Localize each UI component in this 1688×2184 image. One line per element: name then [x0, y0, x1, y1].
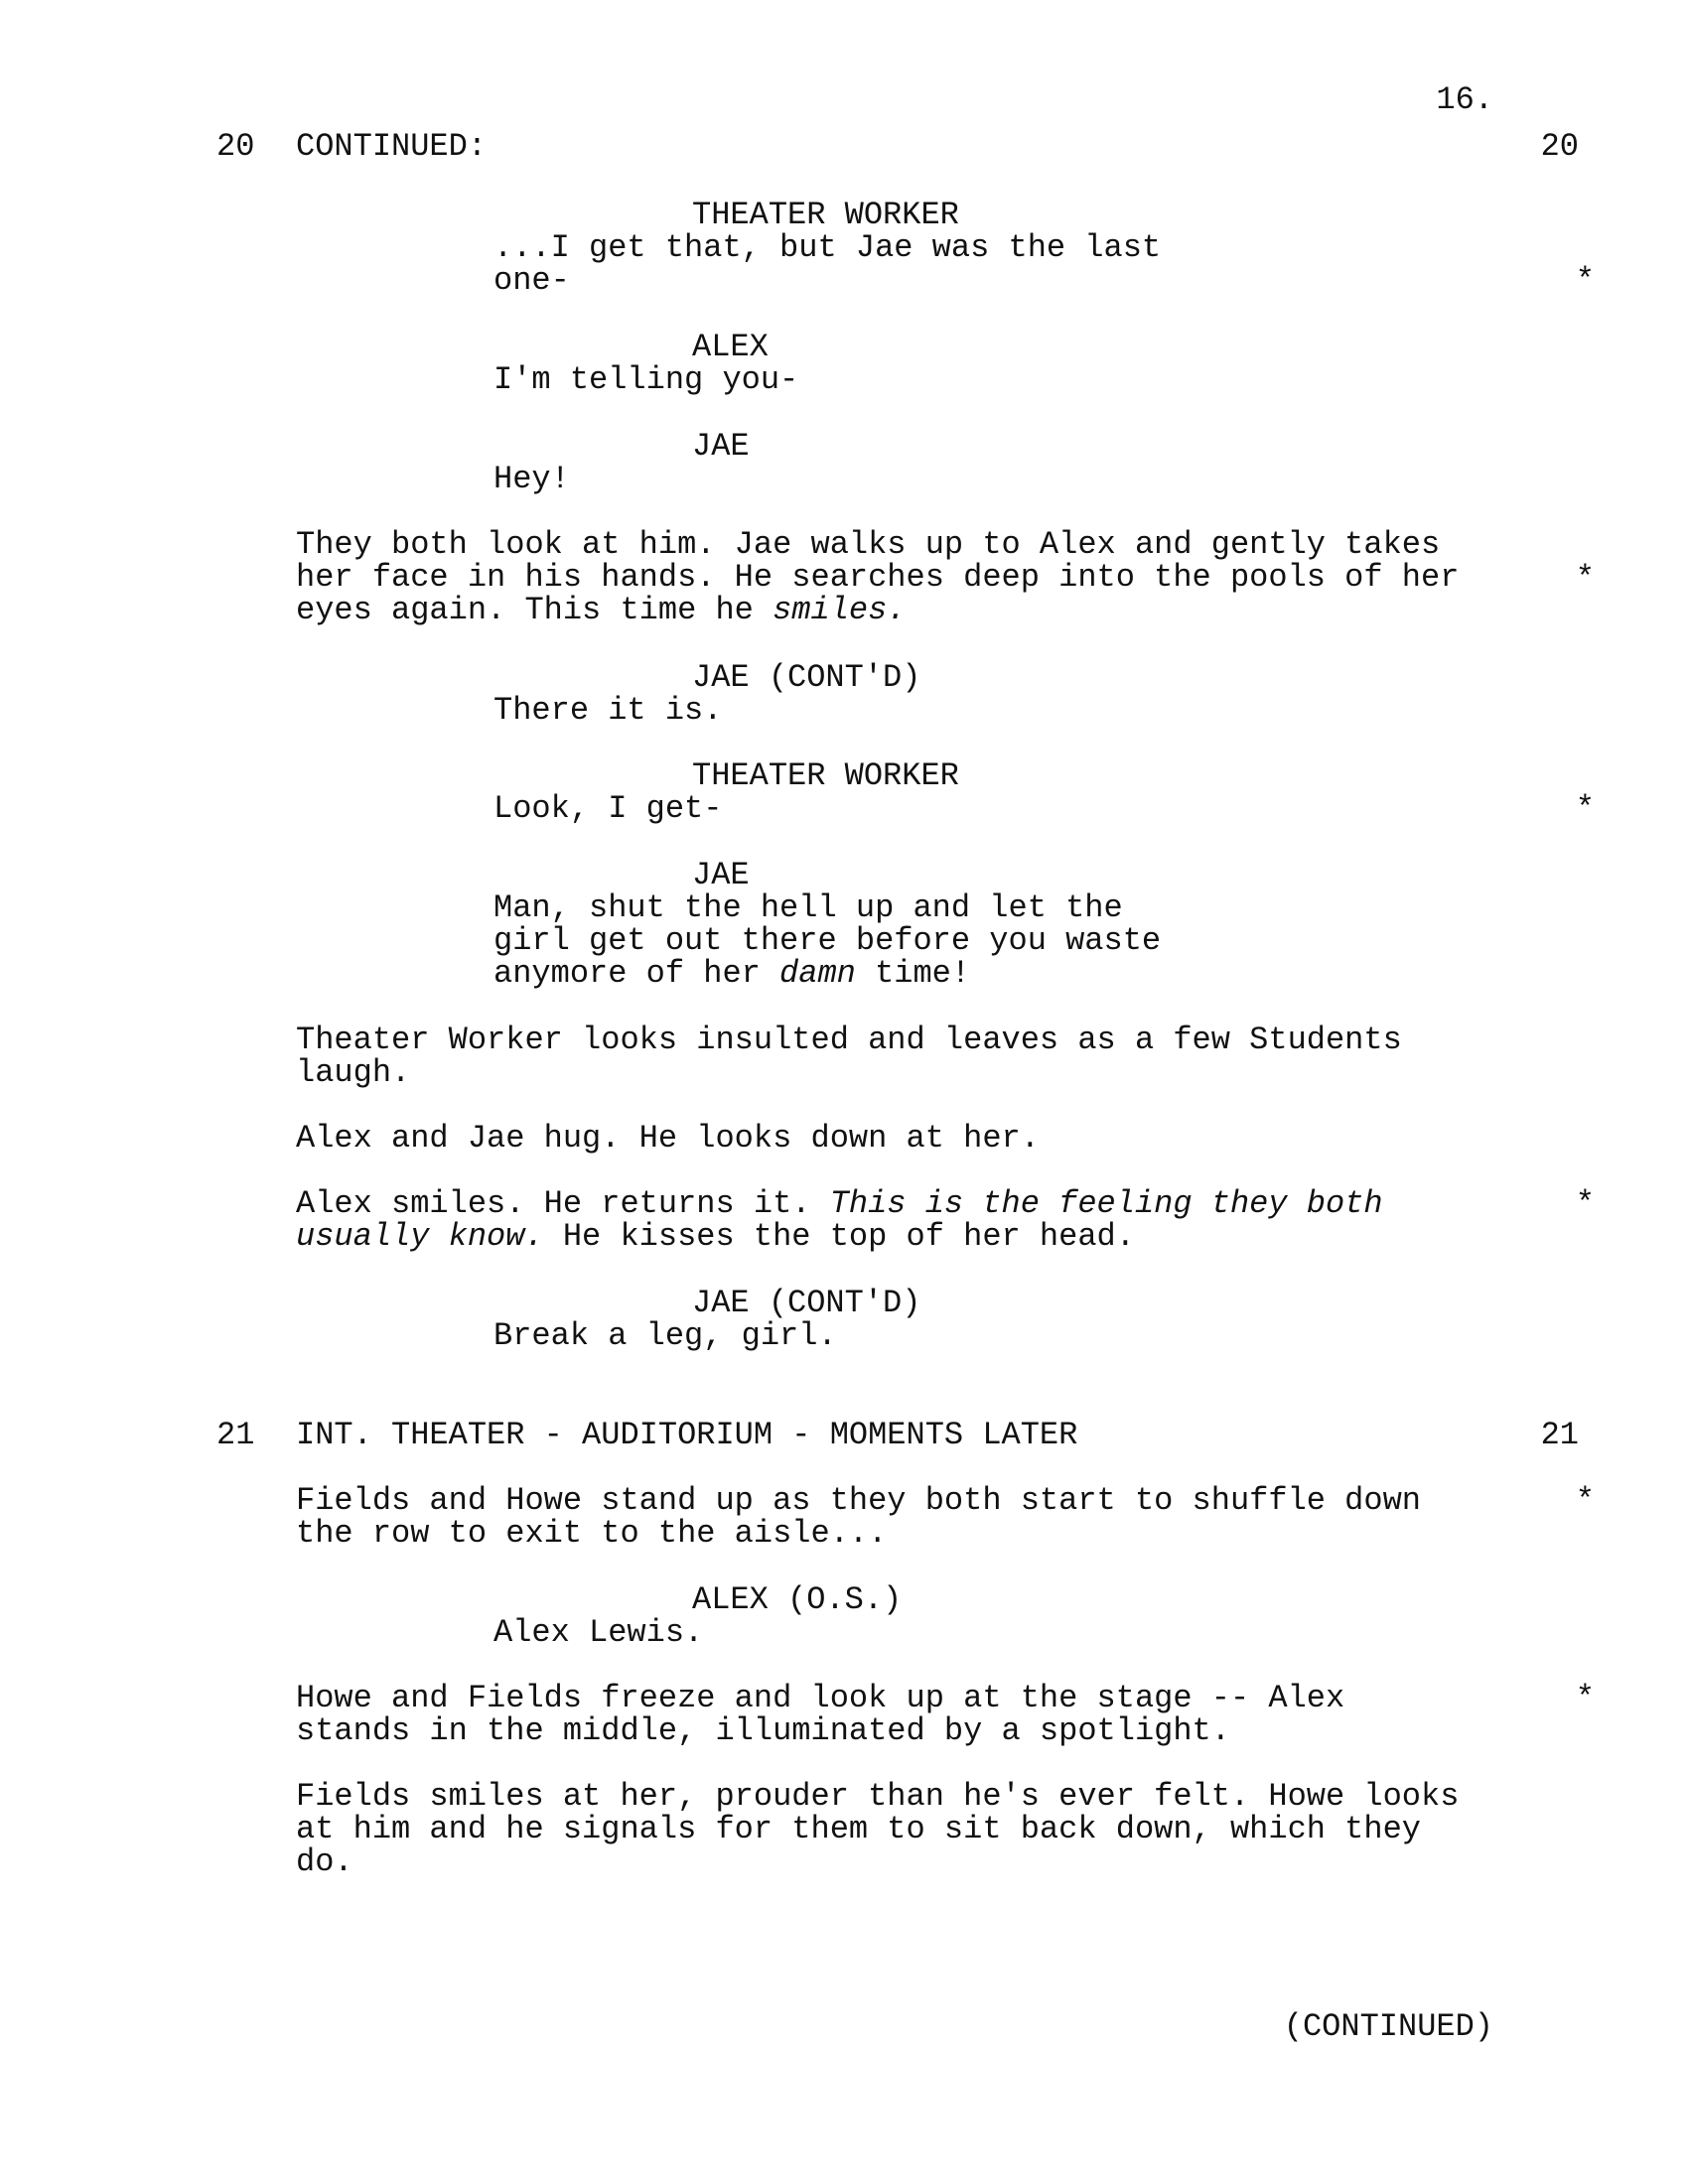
dialogue: [493, 1616, 1109, 1649]
action-text: Alex smiles. He returns it.: [296, 1185, 830, 1222]
revision-mark: *: [1575, 560, 1595, 597]
action-line: the row to exit to the aisle...: [296, 1515, 888, 1552]
dialogue: [493, 229, 1162, 299]
scene-number-right: 21: [1540, 1417, 1579, 1453]
action: [296, 1187, 1517, 1253]
action-emphasis: usually know.: [296, 1218, 544, 1255]
action-line: [296, 594, 1517, 626]
dialogue-line: Look, I get-: [493, 790, 723, 827]
dialogue: [493, 1319, 1109, 1352]
action-line: her face in his hands. He searches deep into the pools of her: [296, 559, 1460, 596]
dialogue-line: I'm telling you-: [493, 361, 799, 398]
dialogue-line: There it is.: [493, 692, 723, 729]
action-line: Alex and Jae hug. He looks down at her.: [296, 1120, 1040, 1157]
action-line: Theater Worker looks insulted and leaves as a few Students: [296, 1022, 1402, 1058]
scene-number-left: 21: [216, 1417, 255, 1453]
character-name: ALEX (O.S.): [692, 1581, 903, 1618]
action-text: eyes again. This time he: [296, 592, 774, 628]
character-name: THEATER WORKER: [692, 197, 959, 233]
dialogue-text: time!: [855, 955, 971, 992]
action: [296, 528, 1517, 626]
dialogue-line: ...I get that, but Jae was the last: [493, 229, 1162, 266]
action-line: Fields and Howe stand up as they both start to shuffle down: [296, 1482, 1421, 1519]
dialogue-line: girl get out there before you waste: [493, 922, 1162, 959]
dialogue-line: one-: [493, 262, 570, 299]
dialogue-line: Alex Lewis.: [493, 1614, 704, 1651]
dialogue: [493, 463, 1109, 495]
dialogue: [493, 792, 1109, 825]
character-name: JAE: [692, 428, 750, 465]
scene-number-left: 20: [216, 128, 255, 165]
revision-mark: *: [1575, 1185, 1595, 1222]
action-line: Howe and Fields freeze and look up at the stage -- Alex: [296, 1680, 1345, 1716]
action: [296, 1484, 1517, 1550]
action: [296, 1780, 1517, 1878]
page-number: 16.: [1436, 81, 1493, 118]
action-line: at him and he signals for them to sit back down, which they: [296, 1811, 1421, 1847]
dialogue-line: [493, 957, 1109, 990]
action-line: [296, 1220, 1517, 1253]
dialogue-text: anymore of her: [493, 955, 780, 992]
revision-mark: *: [1575, 1482, 1595, 1519]
action-text: He kisses the top of her head.: [543, 1218, 1135, 1255]
action-emphasis: This is the feeling they both: [829, 1185, 1383, 1222]
character-name: ALEX: [692, 329, 769, 365]
revision-mark: *: [1575, 1680, 1595, 1716]
dialogue-line: Hey!: [493, 461, 570, 497]
dialogue-line: Man, shut the hell up and let the: [493, 889, 1123, 926]
action-line: laugh.: [296, 1054, 411, 1091]
scene-heading: CONTINUED:: [296, 128, 488, 165]
dialogue-line: Break a leg, girl.: [493, 1317, 837, 1354]
dialogue: [493, 889, 1162, 992]
character-name: JAE: [692, 857, 750, 893]
dialogue-emphasis: damn: [779, 955, 856, 992]
character-name: JAE (CONT'D): [692, 659, 921, 696]
action-line: do.: [296, 1843, 353, 1880]
scene-number-right: 20: [1540, 128, 1579, 165]
action-line: stands in the middle, illuminated by a spotlight.: [296, 1712, 1230, 1749]
action: [296, 1682, 1517, 1747]
action: [296, 1024, 1517, 1089]
action-line: Fields smiles at her, prouder than he's ever felt. Howe looks: [296, 1778, 1460, 1815]
action-line: They both look at him. Jae walks up to Alex and gently takes: [296, 526, 1441, 563]
revision-mark: *: [1575, 262, 1595, 299]
action: [296, 1122, 1517, 1155]
action-emphasis: smiles.: [773, 592, 907, 628]
action-line: [296, 1187, 1517, 1220]
character-name: JAE (CONT'D): [692, 1285, 921, 1321]
dialogue: [493, 694, 1109, 727]
revision-mark: *: [1575, 790, 1595, 827]
character-name: THEATER WORKER: [692, 757, 959, 794]
continued-footer: (CONTINUED): [1283, 2008, 1493, 2045]
scene-heading: INT. THEATER - AUDITORIUM - MOMENTS LATER: [296, 1417, 1078, 1453]
dialogue: [493, 363, 1109, 396]
